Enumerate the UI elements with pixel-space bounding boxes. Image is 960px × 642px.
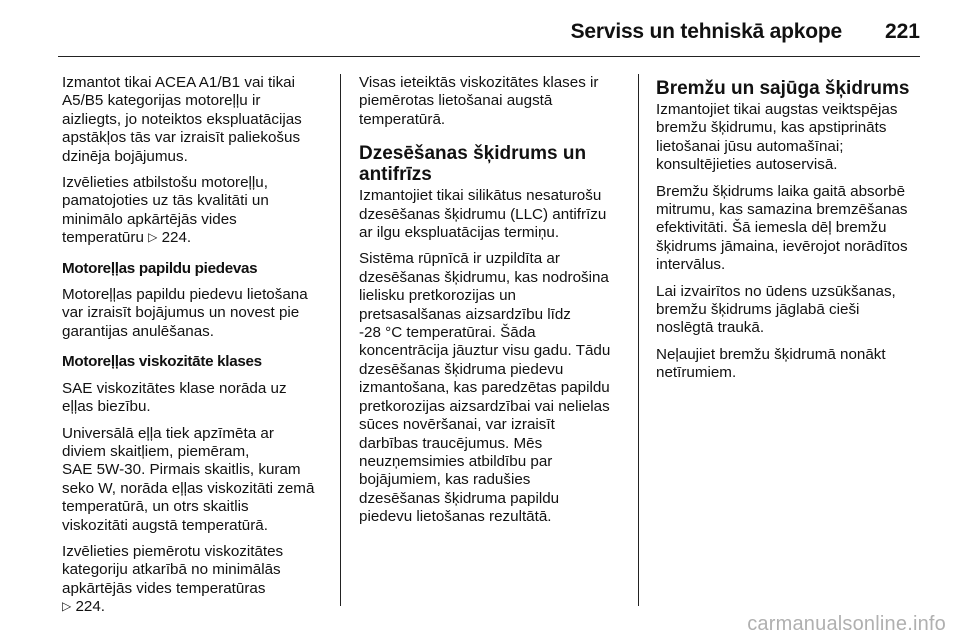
section-title-brake-fluid: Bremžu un sajūga šķidrums: [656, 78, 910, 99]
paragraph: Izmantojiet tikai augstas veiktspējas bremžu šķidrumu, kas apstiprināts lietošanai jūsu automašīnai; konsultējieties autoservisā.: [656, 101, 898, 174]
paragraph: Visas ieteiktās viskozitātes klases ir piemērotas lietošanai augstā temperatūrā.: [359, 74, 599, 128]
paragraph: Neļaujiet bremžu šķidrumā nonākt netīrumiem.: [656, 345, 886, 382]
page-header: [0, 0, 960, 56]
column-3: [656, 74, 948, 391]
page-number: 221: [884, 20, 920, 43]
paragraph: Universālā eļļa tiek apzīmēta ar diviem skaitļiem, piemēram, SAE 5W-30. Pirmais skaitlis, kuram seko W, norāda eļļas viskozitāti zemā temperatūrā, un otrs skaitlis viskozitāti augstā temperatūrā.: [62, 424, 315, 534]
paragraph: Izmantot tikai ACEA A1/B1 vai tikai A5/B5 kategorijas motoreļļu ir aizliegts, jo noteiktos ekspluatācijas apstākļos tās var izraisīt paliekošus dzinēja bojājumus.: [62, 74, 302, 165]
watermark: carmanualsonline.info: [747, 613, 946, 635]
paragraph: Lai izvairītos no ūdens uzsūkšanas, bremžu šķidrums jāglabā cieši noslēgtā traukā.: [656, 282, 896, 337]
subheading-oil-viscosity: Motoreļļas viskozitāte klases: [62, 353, 262, 371]
column-2: [359, 74, 629, 535]
column-divider: [340, 74, 341, 606]
column-divider: [638, 74, 639, 606]
paragraph-with-reference: [62, 543, 332, 617]
subheading-oil-additives: Motoreļļas papildu piedevas: [62, 259, 258, 277]
arrow-reference-icon: ▷: [148, 230, 158, 245]
paragraph-text: Izvēlieties atbilstošu motoreļļu, pamatojoties uz tās kvalitāti un minimālo apkārtējās vides temperatūru: [62, 174, 269, 247]
paragraph: SAE viskozitātes klase norāda uz eļļas biezību.: [62, 379, 287, 416]
paragraph-text: Izvēlieties piemērotu viskozitātes kategoriju atkarībā no minimālās apkārtējās vides temperatūras: [62, 542, 284, 597]
section-title-coolant: Dzesēšanas šķidrums un antifrīzs: [359, 143, 587, 186]
page-reference[interactable]: 224.: [75, 598, 106, 616]
paragraph: Sistēma rūpnīcā ir uzpildīta ar dzesēšanas šķidrumu, kas nodrošina lielisku pretkorozijas un pretsasalšanas aizsardzību līdz -28 °C temperatūrai. Šāda koncentrācija jāuztur visu gadu. Tādu dzesēšanas šķidruma piedevu izmantošana, kas paredzētas papildu pretkorozijas aizsardzībai vai nelielas sūces novēršanai, var izraisīt darbības traucējumus. Mēs neuzņemsimies atbildību par bojājumiem, kas radušies dzesēšanas šķidruma papildu piedevu lietošanas rezultātā.: [359, 250, 611, 526]
header-divider: [58, 56, 920, 57]
paragraph-with-reference: [62, 174, 332, 248]
arrow-reference-icon: ▷: [62, 599, 72, 614]
page-title: Serviss un tehniskā apkope: [570, 20, 842, 43]
column-1: [62, 74, 332, 625]
paragraph: Izmantojiet tikai silikātus nesaturošu dzesēšanas šķidrumu (LLC) antifrīzu ar ilgu ekspluatācijas termiņu.: [359, 187, 607, 242]
page-reference[interactable]: 224.: [161, 229, 192, 247]
paragraph: Bremžu šķidrums laika gaitā absorbē mitrumu, kas samazina bremzēšanas efektivitāti. Šā iemesla dēļ bremžu šķidrums jāmaina, ievērojot norādītos intervālus.: [656, 182, 908, 274]
paragraph: Motoreļļas papildu piedevu lietošana var izraisīt bojājumus un novest pie garantijas anulēšanas.: [62, 286, 308, 340]
